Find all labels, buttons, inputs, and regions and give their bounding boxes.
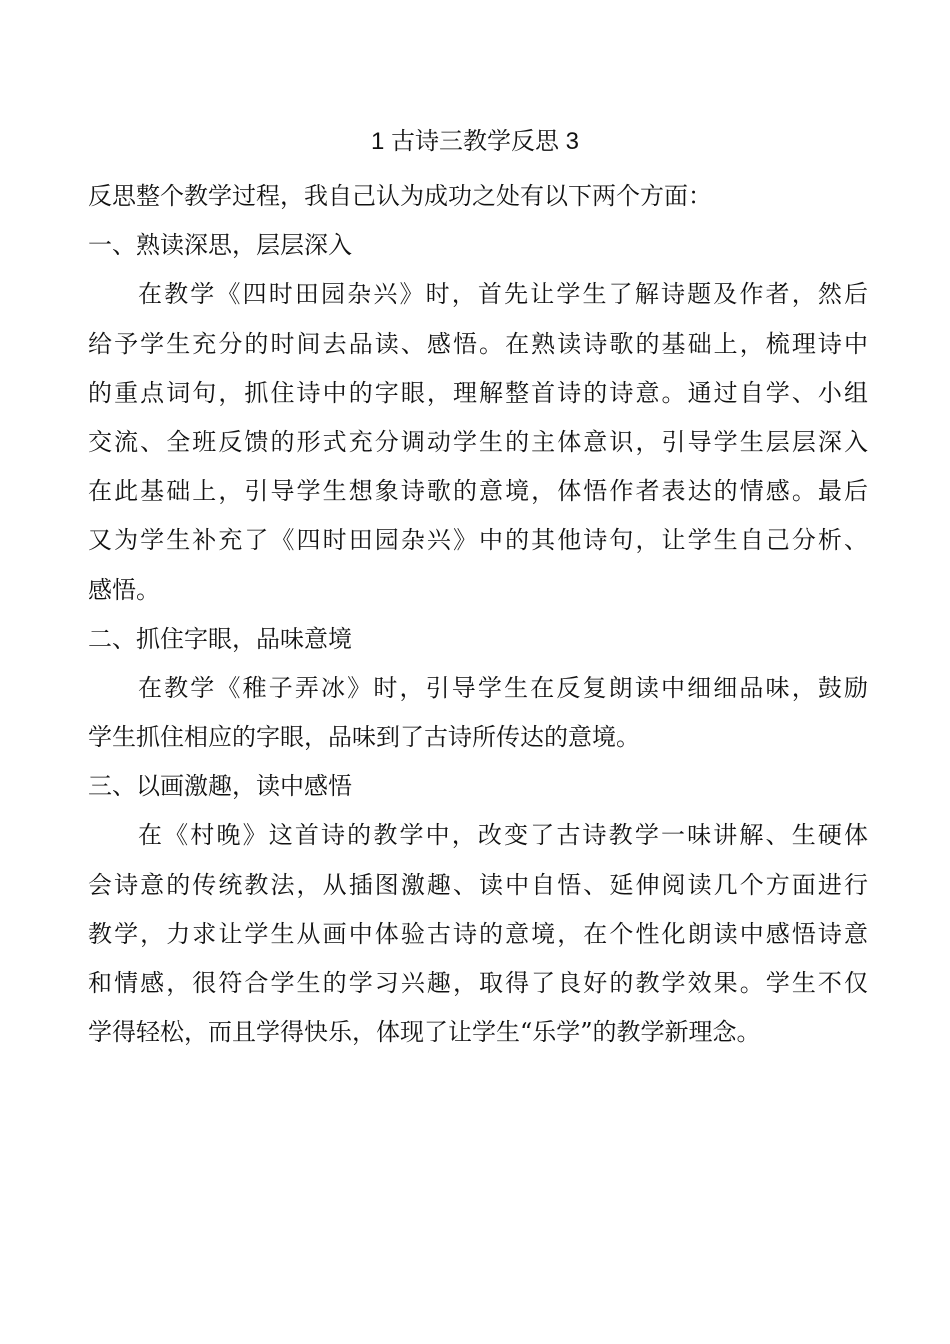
document-title: 1 古诗三教学反思 3 (370, 128, 580, 155)
paragraph-line: 感悟。 (88, 575, 160, 604)
section-heading-1: 一、熟读深思，层层深入 (88, 231, 352, 260)
paragraph-line: 和情感，很符合学生的学习兴趣，取得了良好的教学效果。学生不仅 (88, 969, 868, 997)
intro-line: 反思整个教学过程，我自己认为成功之处有以下两个方面： (88, 182, 712, 210)
paragraph-line: 在此基础上，引导学生想象诗歌的意境，体悟作者表达的情感。最后 (88, 477, 868, 506)
section-heading-2: 二、抓住字眼，品味意境 (88, 624, 352, 653)
paragraph-line: 在《村晚》这首诗的教学中，改变了古诗教学一味讲解、生硬体 (138, 821, 868, 850)
section-heading-3: 三、以画激趣，读中感悟 (88, 772, 352, 801)
paragraph-line: 会诗意的传统教法，从插图激趣、读中自悟、延伸阅读几个方面进行 (88, 870, 868, 899)
paragraph-line: 学生抓住相应的字眼，品味到了古诗所传达的意境。 (88, 723, 640, 752)
paragraph-line: 在教学《四时田园杂兴》时，首先让学生了解诗题及作者，然后 (138, 280, 868, 309)
paragraph-line: 交流、全班反馈的形式充分调动学生的主体意识，引导学生层层深入 (88, 427, 868, 456)
paragraph-line: 教学，力求让学生从画中体验古诗的意境，在个性化朗读中感悟诗意 (88, 919, 868, 948)
paragraph-line: 给予学生充分的时间去品读、感悟。在熟读诗歌的基础上，梳理诗中 (88, 329, 868, 358)
document-body (88, 172, 868, 1057)
paragraph-line: 的重点词句，抓住诗中的字眼，理解整首诗的诗意。通过自学、小组 (88, 378, 868, 407)
paragraph-line: 在教学《稚子弄冰》时，引导学生在反复朗读中细细品味，鼓励 (138, 673, 868, 702)
paragraph-line: 又为学生补充了《四时田园杂兴》中的其他诗句，让学生自己分析、 (88, 526, 868, 555)
paragraph-line: 学得轻松，而且学得快乐，体现了让学生“乐学”的教学新理念。 (88, 1018, 761, 1047)
